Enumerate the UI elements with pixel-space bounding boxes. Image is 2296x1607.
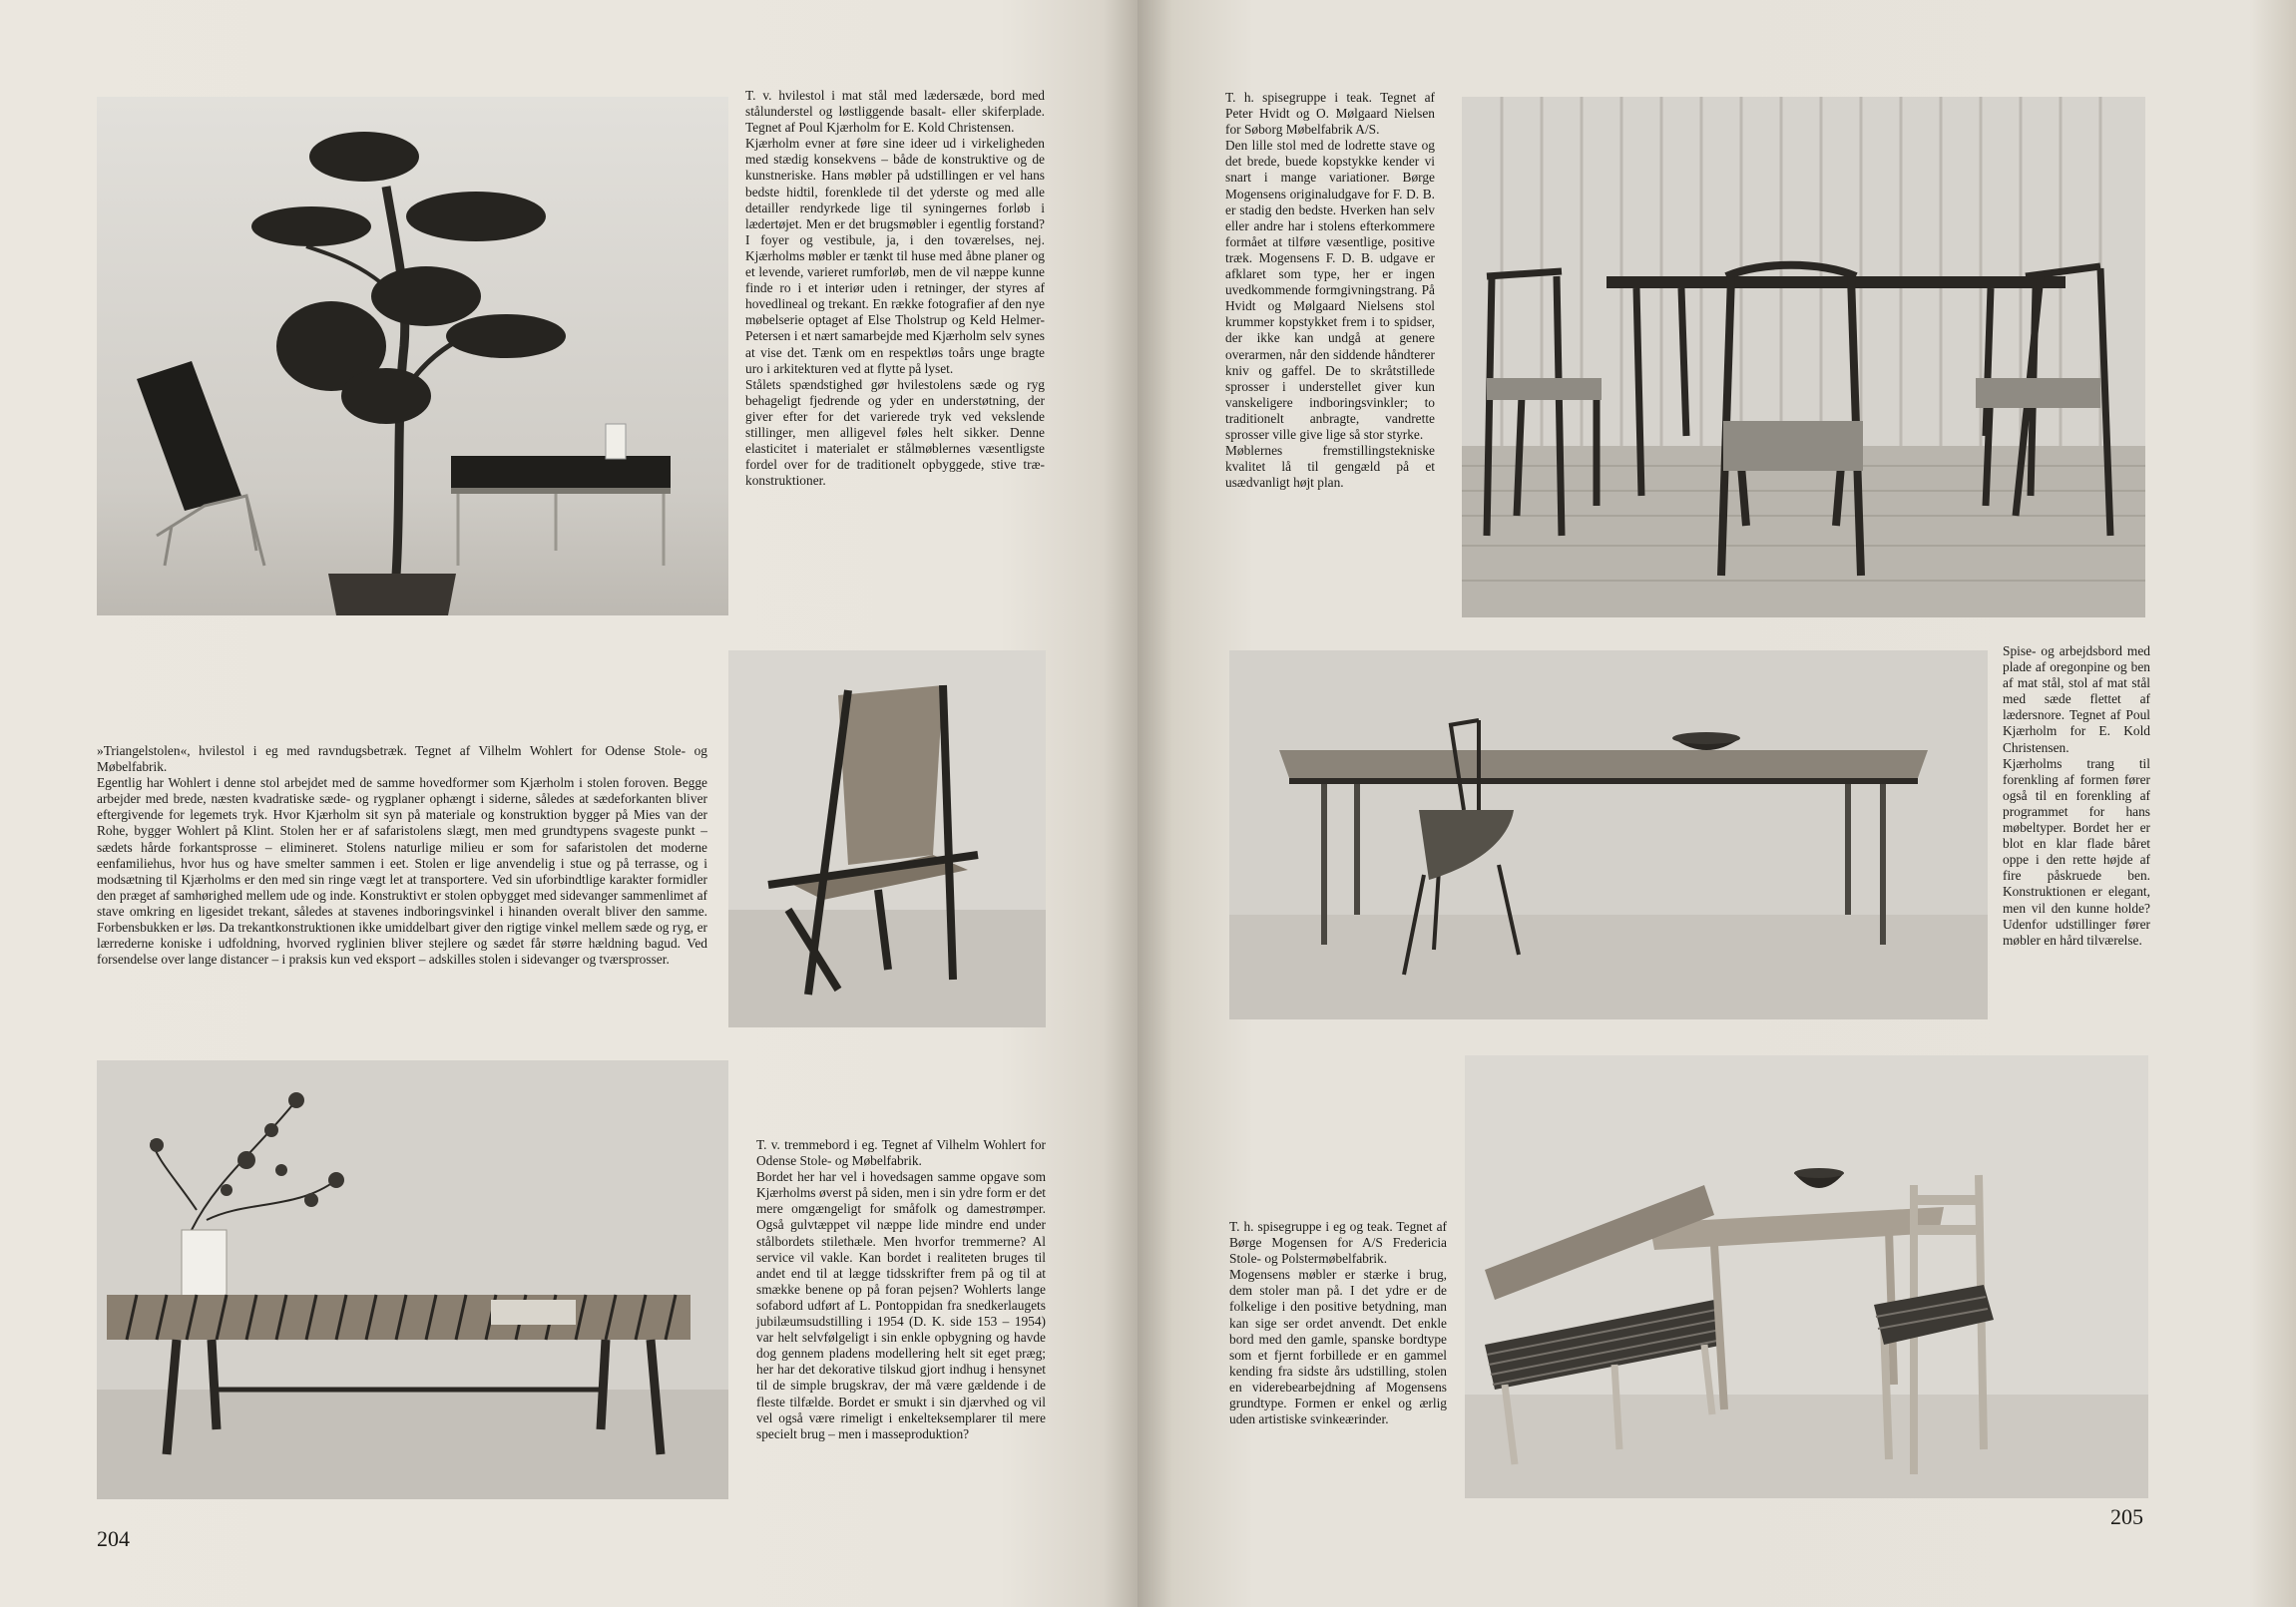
caption-mogensen-dining-group [1229,1219,1447,1427]
page-number-right: 205 [2110,1504,2143,1529]
caption-paragraph: Møblernes fremstillingstekniske kvalitet lå til gengæld på et usædvanligt højt plan. [1225,443,1435,491]
caption-triangle-chair [97,743,707,968]
caption-paragraph: Bordet her har vel i hovedsagen samme opgave som Kjærholms øverst på siden, men i sin ydre form er det mere omgængeligt for småfolk og damestrømper. Også gulvtæppet vil næppe lide mindre end under stålbordets stilethæle. Men hvorfor tremmerne? Al service vil vakle. Kan bordet i realiteten bruges til andet end til at lægge tidsskrifter frem på og til at smække benene op på foran pejsen? Wohlerts lange sofabord udført af L. Pontoppidan fra snedkerlaugets jubilæumsudstilling i 1954 (D. K. side 153 – 1954) var helt selvfølgeligt i sin enkle opbygning og havde dog gennem pladens modellering helt sit eget præg; her har det dekorative tilskud gjort indhug i hensynet til de simple brugskrav, der må være gældende i de fleste tilfælde. Bordet er smukt i sin djærvhed og vil vel også være rimeligt i enkelteksemplarer til mere specielt brug – men i masseproduktion? [756,1169,1046,1441]
photo-kjaerholm-dining-table [1229,650,1988,1019]
caption-paragraph: Kjærholms trang til forenkling af formen fører også til en forenkling af programmet for hans møbeltyper. Bordet her er blot en klar flade båret oppe i den rette højde af fire påskruede ben. Konstruktionen er elegant, men vil den kunne holde? Udenfor udstillinger fører møbler en hård tilværelse. [2003,755,2150,948]
caption-kjaerholm-lounge [745,88,1045,489]
photo-kjaerholm-lounge-chair-and-table [97,97,728,615]
right-page [1138,0,2296,1607]
photo-triangle-chair [728,650,1046,1027]
left-page [0,0,1138,1607]
caption-credit: »Triangelstolen«, hvilestol i eg med ravndugsbetræk. Tegnet af Vilhelm Wohlert for Odense Stole- og Møbelfabrik. [97,743,707,775]
photo-mogensen-dining-group [1465,1055,2148,1498]
caption-slatted-table [756,1137,1046,1442]
caption-paragraph: Egentlig har Wohlert i denne stol arbejdet med de samme hovedformer som Kjærholm i stolen foroven. Begge arbejder med brede, næsten kvadratiske sæde- og rygplaner ophængt i siderne, således at sædeforkanten bliver eftergivende for legemets tryk. Hvor Kjærholm sit syn på materiale og konstruktion bygger på Mies van der Rohe, bygger Wohlert på Klint. Stolen her er af safaristolens slægt, men med grundtypens svageste punkt – sædets hårde forkantsprosse – elimineret. Stolens naturlige milieu er som for safaristolen det moderne eenfamiliehus, hvor hus og have smelter sammen i eet. Stolen er lige anvendelig i stue og på terrasse, og i modsætning til Kjærholms er den med sin ringe vægt let at transportere. Ved sin uforbindtlige karakter formidler den præget af samhørighed mellem ude og inde. Konstruktivt er stolen opbygget med sidevanger sammenlimet af stave omkring en ligesidet trekant, således at stavenes indboringsvinkel i hinanden overalt bliver den samme. Forbensbukken er løs. Da trekantkonstruktionen ikke umiddelbart giver den rigtige vinkel mellem sæde og ryg, er lærrederne koniske i udfoldning, hvorved ryglinien bliver stejlere og sædet får større hældning bagud. Ved forsendelse over lange distancer – i praksis kun ved eksport – adskilles stolen i sidevanger og tværsprosser. [97,775,707,968]
photo-slatted-table [97,1060,728,1499]
caption-credit: T. v. hvilestol i mat stål med lædersæde, bord med stålunderstel og løstliggende basalt- eller skiferplade. Tegnet af Poul Kjærholm for E. Kold Christensen. [745,88,1045,136]
caption-credit: Spise- og arbejdsbord med plade af oregonpine og ben af mat stål, stol af mat stål med sæde flettet af lædersnore. Tegnet af Poul Kjærholm for E. Kold Christensen. [2003,643,2150,755]
caption-credit: T. v. tremmebord i eg. Tegnet af Vilhelm Wohlert for Odense Stole- og Møbelfabrik. [756,1137,1046,1169]
caption-credit: T. h. spisegruppe i teak. Tegnet af Peter Hvidt og O. Mølgaard Nielsen for Søborg Møbelfabrik A/S. [1225,90,1435,138]
photo-teak-dining-group [1462,97,2145,617]
caption-paragraph: Kjærholm evner at føre sine ideer ud i virkeligheden med stædig konsekvens – både de konstruktive og de kunstneriske. Hans møbler på udstillingen er vel hans bedste hidtil, forenklede til det yderste og med alle detailler rendyrkede lige til syningernes forløb i lædertøjet. Men er det brugsmøbler i egentlig forstand? I foyer og vestibule, ja, i den toværelses, nej. Kjærholms møbler er tænkt til huse med åbne planer og et levende, varieret rumforløb, men de vil næppe kunne finde ro i et interiør uden i retninger, der styres af hovedlineal og trekant. En række fotografier af den nye møbelserie optaget af Else Tholstrup og Keld Helmer-Petersen i et nært samarbejde med Kjærholm selv synes at vise det. Tænk om en respektløs toårs unge bragte uro i arkitekturen ved at flytte på lyset. [745,136,1045,376]
caption-paragraph: Den lille stol med de lodrette stave og det brede, buede kopstykke kender vi snart i mange variationer. Børge Mogensens originaludgave for F. D. B. er stadig den bedste. Hverken han selv eller andre har i stolens efterkommere formået at tilføre væsentlige, positive træk. Mogensens F. D. B. udgave er afklaret som type, her er ingen uvedkommende formgivningstrang. På Hvidt og Mølgaard Nielsens stol krummer kopstykket frem i to spidser, der ikke kan undgå at genere overarmen, når den siddende håndterer kniv og gaffel. De to skråtstillede sprosser i understellet giver kun vanskeligere indboringsvinkler; to traditionelt anbragte, vandrette sprosser ville give lige så stor styrke. [1225,138,1435,442]
caption-hvidt-dining-group [1225,90,1435,491]
caption-kjaerholm-dining-table [2003,643,2150,949]
page-number-left: 204 [97,1526,130,1551]
caption-paragraph: Stålets spændstighed gør hvilestolens sæde og ryg behageligt fjedrende og yder en understøtning, der giver efter for det varierede tryk ved vekslende stillinger, men alligevel føles helt sikker. Denne elasticitet i materialet er stålmøblernes væsentligste fordel over for de traditionelt opbyggede, stive trækonstruktioner. [745,376,1045,489]
caption-paragraph: Mogensens møbler er stærke i brug, dem stoler man på. I det ydre er de folkelige i den positive betydning, man kan sige ser ordet anvendt. Det enkle bord med den gamle, spanske bordtype som et fjernt forbillede er en gammel kending fra sidste års udstilling, stolen en viderebearbejdning af Mogensens grundtype. Formen er enkel og ærlig uden artistiske svinkeærinder. [1229,1267,1447,1427]
caption-credit: T. h. spisegruppe i eg og teak. Tegnet af Børge Mogensen for A/S Fredericia Stole- og Polstermøbelfabrik. [1229,1219,1447,1267]
